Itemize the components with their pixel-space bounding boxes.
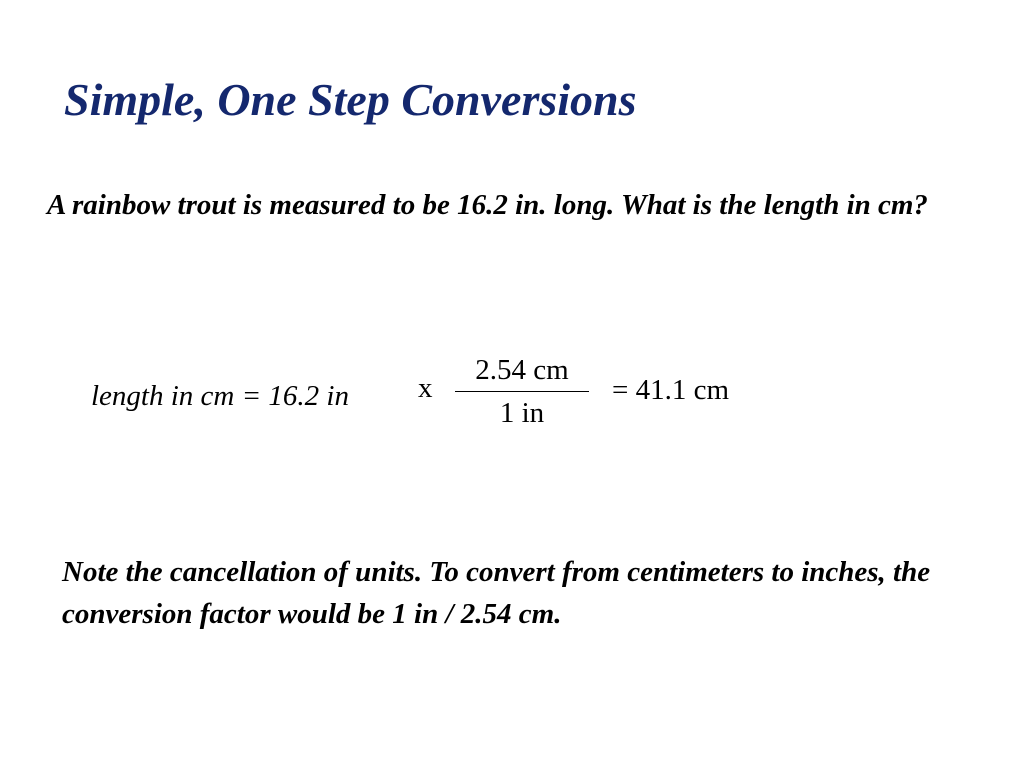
slide-title: Simple, One Step Conversions <box>64 74 637 125</box>
fraction-numerator: 2.54 cm <box>475 354 569 386</box>
note-text: Note the cancellation of units. To convert from centimeters to inches, the conversion factor would be 1 in / 2.54 cm. <box>62 556 931 630</box>
equation-result: = 41.1 cm <box>612 374 730 406</box>
equation-lhs: length in cm = 16.2 in <box>91 380 349 412</box>
question-text: A rainbow trout is measured to be 16.2 in. long. What is the length in cm? <box>47 189 928 221</box>
fraction-bar <box>455 391 589 392</box>
conversion-factor-fraction <box>455 352 589 432</box>
multiply-sign: x <box>418 372 433 404</box>
fraction-denominator: 1 in <box>499 397 545 429</box>
